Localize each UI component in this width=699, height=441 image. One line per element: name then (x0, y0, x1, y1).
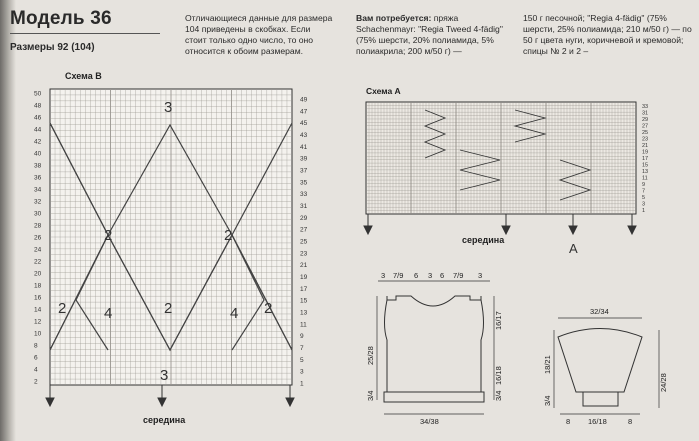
scheme-b-title: Схема B (65, 71, 102, 81)
row-tick-label: 15 (300, 297, 308, 305)
scheme-a-mark-label: A (569, 241, 578, 256)
hat-measure: 24/28 (659, 373, 668, 392)
row-tick-label: 17 (300, 285, 308, 293)
row-tick-label: 23 (300, 250, 308, 258)
zone-label: 3 (164, 99, 173, 116)
hat-measure: 16/18 (588, 417, 607, 426)
scheme-a-arrows (364, 214, 636, 234)
row-tick-label: 4 (34, 366, 38, 374)
vest-measure: 3 (381, 271, 386, 280)
hat-measure: 3/4 (543, 395, 552, 406)
row-tick-label: 29 (642, 117, 649, 123)
row-tick-label: 7 (300, 345, 304, 352)
hat-measure: 8 (566, 417, 571, 426)
row-tick-label: 15 (642, 162, 649, 169)
row-tick-label: 41 (300, 143, 308, 151)
vest-measure: 6 (414, 271, 419, 280)
row-tick-label: 9 (642, 182, 646, 188)
row-tick-label: 11 (642, 175, 648, 182)
row-tick-label: 30 (34, 210, 42, 218)
row-tick-label: 42 (34, 138, 42, 146)
row-tick-label: 45 (300, 120, 308, 128)
zone-label: 3 (160, 367, 169, 384)
row-tick-label: 49 (300, 96, 308, 104)
row-tick-label: 8 (34, 342, 38, 350)
row-tick-label: 36 (34, 174, 42, 182)
row-tick-label: 3 (300, 368, 304, 376)
row-tick-label: 17 (642, 156, 649, 162)
hat-measure: 18/21 (543, 355, 552, 374)
scheme-a-center-label: середина (462, 235, 505, 245)
row-tick-label: 5 (300, 356, 304, 364)
row-tick-label: 12 (34, 318, 42, 326)
page-title: Модель 36 (10, 8, 112, 29)
vest-measure: 6 (440, 271, 445, 280)
vest-ribbing (384, 392, 484, 402)
row-tick-label: 2 (34, 378, 38, 386)
row-tick-label: 50 (34, 90, 42, 98)
intro-paragraph: Отличающиеся данные для размера 104 приведены в скобках. Если стоит только одно число, то оно относится к обоим размерам. (185, 13, 333, 56)
scheme-b-arrows (46, 385, 294, 406)
row-tick-label: 19 (642, 149, 649, 156)
row-tick-label: 5 (642, 195, 646, 201)
row-tick-label: 16 (34, 294, 42, 302)
scheme-b-left-ticks (34, 91, 42, 386)
zone-label: 4 (230, 305, 239, 322)
sizes-label: Размеры 92 (104) (10, 42, 95, 53)
hat-measure: 32/34 (590, 307, 609, 316)
row-tick-label: 43 (300, 132, 308, 139)
vest-measure: 25/28 (366, 346, 375, 365)
hat-measure: 8 (628, 417, 633, 426)
row-tick-label: 1 (642, 208, 646, 214)
row-tick-label: 25 (642, 130, 649, 136)
materials-paragraph-continued: 150 г песочной; "Regia 4-fädig" (75% шерсти, 25% полиамида; 210 м/50 г) — по 50 г цвета нуги, коричневой и кремовой; спицы № 2 и 2 – (523, 13, 692, 56)
row-tick-label: 31 (642, 110, 649, 117)
scheme-a-right-ticks (642, 104, 648, 214)
row-tick-label: 24 (34, 246, 42, 254)
row-tick-label: 10 (34, 330, 42, 338)
scheme-b-chart (34, 71, 308, 425)
zone-label: 2 (264, 300, 273, 317)
vest-measure: 3 (478, 271, 483, 280)
row-tick-label: 28 (34, 222, 42, 230)
row-tick-label: 48 (34, 102, 42, 110)
row-tick-label: 35 (300, 179, 308, 187)
vest-outline (385, 300, 484, 392)
row-tick-label: 22 (34, 258, 42, 266)
vest-measure: 3 (428, 271, 433, 280)
zone-label: 2 (224, 227, 233, 244)
vest-pattern-diagram (377, 281, 494, 414)
row-tick-label: 25 (300, 238, 308, 246)
row-tick-label: 13 (300, 309, 308, 317)
row-tick-label: 31 (300, 203, 308, 210)
hat-outline (558, 329, 642, 393)
row-tick-label: 40 (34, 150, 42, 158)
row-tick-label: 7 (642, 188, 646, 195)
row-tick-label: 26 (34, 234, 42, 242)
zone-label: 4 (104, 305, 113, 322)
materials-heading: Вам потребуется: (356, 13, 432, 23)
row-tick-label: 27 (300, 226, 308, 234)
scheme-b-right-ticks (300, 97, 308, 388)
row-tick-label: 1 (300, 380, 304, 388)
scheme-a-chart (364, 86, 648, 256)
vest-neckline (387, 296, 481, 306)
scheme-a-title: Схема A (366, 86, 401, 96)
zone-label: 2 (104, 227, 113, 244)
hat-band (583, 392, 618, 406)
row-tick-label: 33 (642, 104, 649, 110)
row-tick-label: 20 (34, 270, 42, 278)
row-tick-label: 21 (642, 143, 649, 149)
row-tick-label: 18 (34, 282, 42, 290)
row-tick-label: 3 (642, 201, 646, 208)
row-tick-label: 13 (642, 169, 649, 175)
row-tick-label: 14 (34, 306, 42, 314)
hat-measurements (543, 307, 668, 426)
row-tick-label: 47 (300, 108, 308, 116)
row-tick-label: 9 (300, 333, 304, 341)
row-tick-label: 39 (300, 155, 308, 163)
row-tick-label: 38 (34, 162, 42, 170)
row-tick-label: 23 (642, 136, 649, 143)
materials-text: пряжа Schachenmayr: "Regia Tweed 4-fädig" (75% шерсти, 20% полиамида, 5% полиакрила; 200 м/50 г) — (356, 13, 503, 56)
row-tick-label: 37 (300, 167, 308, 175)
zone-label: 2 (164, 300, 173, 317)
vest-measure: 3/4 (494, 390, 503, 401)
row-tick-label: 19 (300, 274, 308, 281)
hat-pattern-diagram (554, 318, 659, 414)
row-tick-label: 27 (642, 123, 649, 130)
row-tick-label: 33 (300, 191, 308, 199)
row-tick-label: 6 (34, 354, 38, 362)
vest-measure: 34/38 (420, 417, 439, 426)
row-tick-label: 29 (300, 214, 308, 222)
row-tick-label: 21 (300, 262, 308, 270)
row-tick-label: 32 (34, 198, 42, 206)
row-tick-label: 44 (34, 126, 42, 134)
scheme-b-center-label: середина (143, 415, 186, 425)
vest-measure: 3/4 (366, 390, 375, 401)
vest-measure: 7/9 (393, 271, 404, 280)
zone-label: 2 (58, 300, 67, 317)
row-tick-label: 34 (34, 186, 42, 194)
vest-measure: 16/18 (494, 366, 503, 385)
vest-measure: 7/9 (453, 271, 464, 280)
row-tick-label: 11 (300, 321, 307, 329)
vest-measure: 16/17 (494, 311, 503, 330)
row-tick-label: 46 (34, 114, 42, 122)
